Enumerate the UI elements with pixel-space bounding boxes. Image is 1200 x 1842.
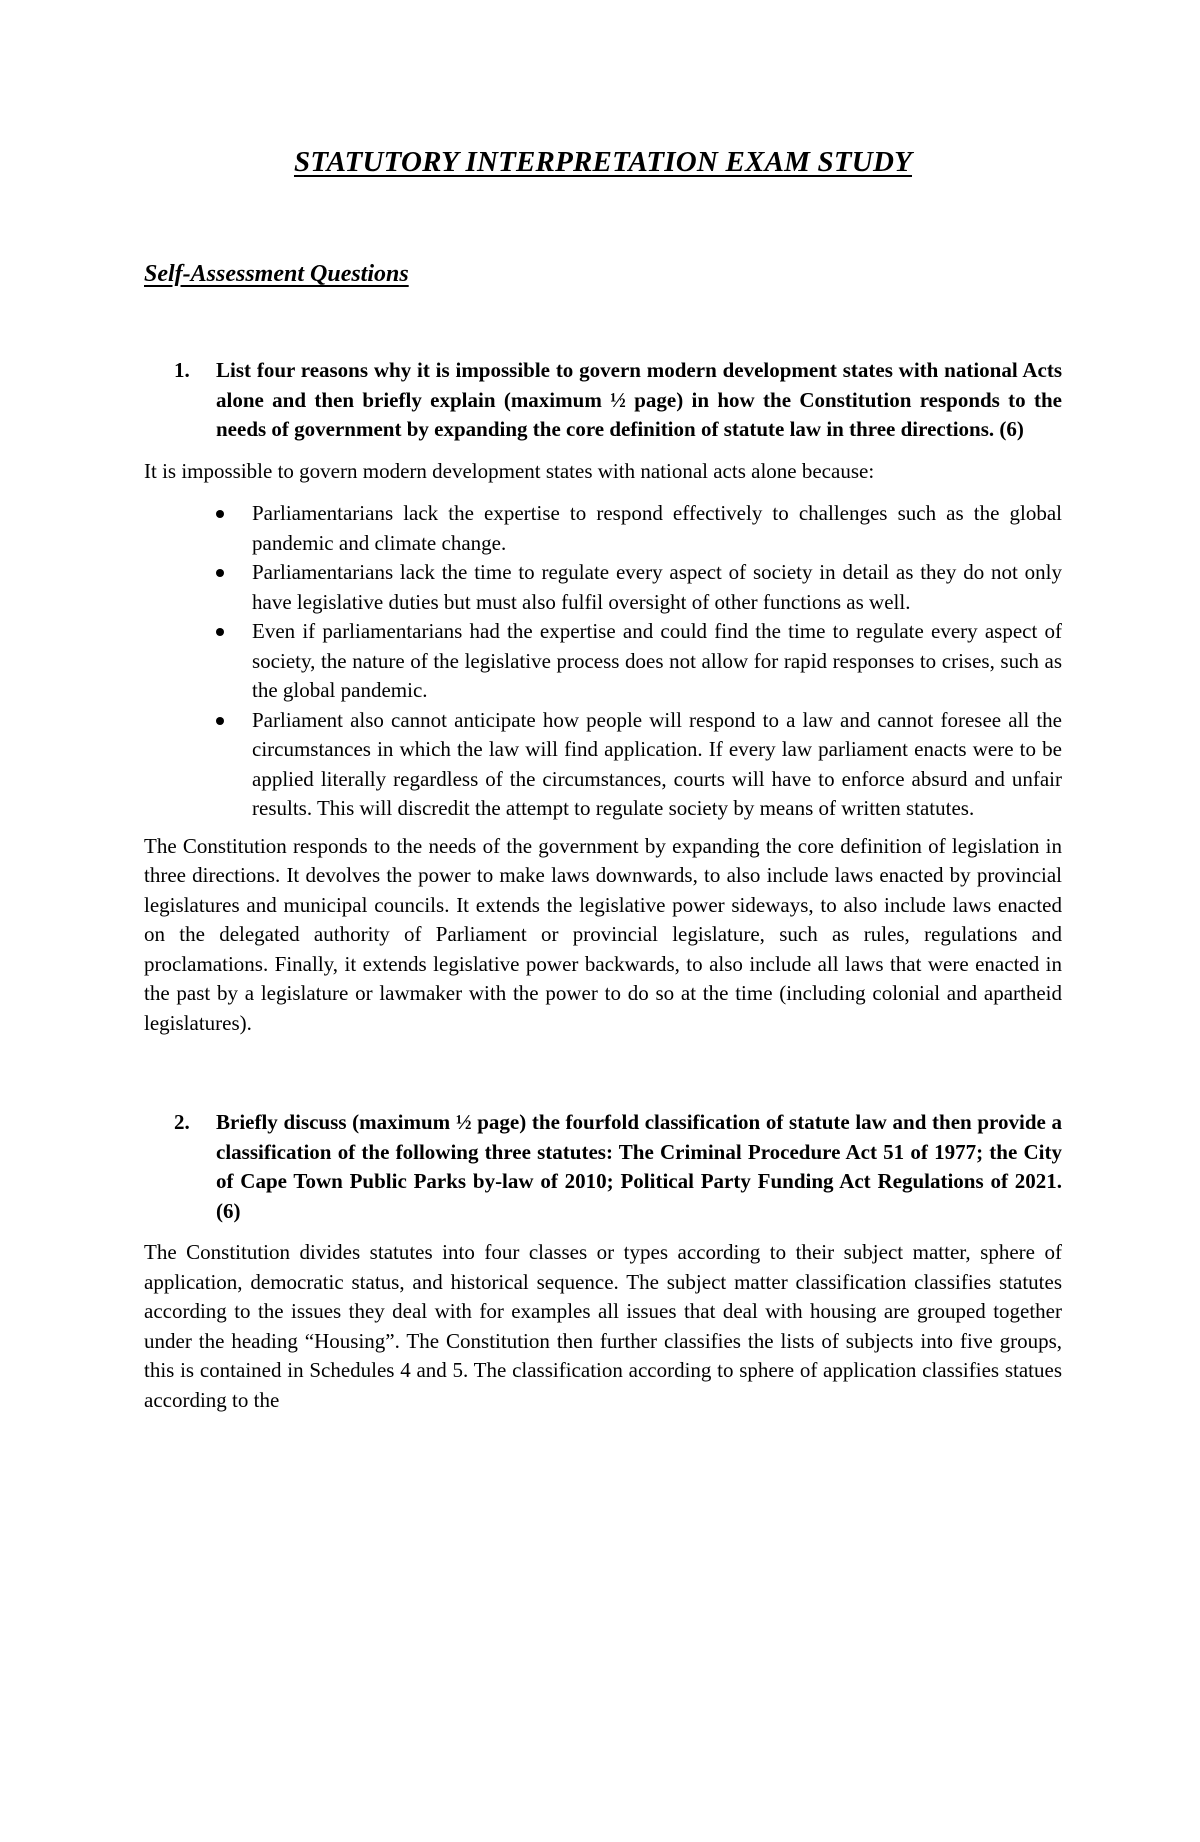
document-page: [0, 146, 1200, 1842]
section-heading: Self-Assessment Questions: [144, 261, 409, 287]
document-title: STATUTORY INTERPRETATION EXAM STUDY: [293, 146, 912, 178]
list-item: [216, 706, 1062, 824]
list-item: [216, 617, 1062, 706]
answer-1-intro: It is impossible to govern modern development states with national acts alone because:: [144, 458, 875, 483]
answer-2-paragraph: The Constitution divides statutes into four classes or types according to their subject matter, sphere of application, democratic status, and historical sequence. The subject matter classification classifies statutes according to the issues they deal with for examples all issues that deal with housing are grouped together under the heading “Housing”. The Constitution then further classifies the lists of subjects into five groups, this is contained in Schedules 4 and 5. The classification according to sphere of application classifies statues according to the: [144, 1240, 1062, 1412]
list-item-text: Parliament also cannot anticipate how people will respond to a law and cannot foresee all the circumstances in which the law will find application. If every law parliament enacts were to be applied literally regardless of the circumstances, courts will have to enforce absurd and unfair results. This will discredit the attempt to regulate society by means of written statutes.: [252, 707, 1062, 820]
list-item-text: Parliamentarians lack the time to regulate every aspect of society in detail as they do not only have legislative duties but must also fulfil oversight of other functions as well.: [252, 560, 1062, 614]
question-1-number: 1.: [174, 358, 190, 382]
reasons-list: [144, 499, 1062, 824]
question-2-text: Briefly discuss (maximum ½ page) the fourfold classification of statute law and then provide a classification of the following three statutes: The Criminal Procedure Act 51 of 1977; the City of Cape Town Public Parks by-law of 2010; Political Party Funding Act Regulations of 2021. (6): [216, 1110, 1062, 1223]
question-2-number: 2.: [174, 1110, 190, 1134]
bullet-icon: [216, 510, 224, 518]
list-item-text: Parliamentarians lack the expertise to respond effectively to challenges such as the global pandemic and climate change.: [252, 501, 1062, 555]
question-1: [144, 356, 1062, 445]
list-item: [216, 558, 1062, 617]
answer-1-paragraph: The Constitution responds to the needs of the government by expanding the core definition of legislation in three directions. It devolves the power to make laws downwards, to also include laws enacted by provincial legislatures and municipal councils. It extends the legislative power sideways, to also include laws enacted on the delegated authority of Parliament or provincial legislature, such as rules, regulations and proclamations. Finally, it extends legislative power backwards, to also include all laws that were enacted in the past by a legislature or lawmaker with the power to do so at the time (including colonial and apartheid legislatures).: [144, 833, 1062, 1035]
bullet-icon: [216, 717, 224, 725]
bullet-icon: [216, 628, 224, 636]
bullet-icon: [216, 569, 224, 577]
question-2: [144, 1108, 1062, 1226]
list-item-text: Even if parliamentarians had the expertise and could find the time to regulate every aspect of society, the nature of the legislative process does not allow for rapid responses to crises, such as the global pandemic.: [252, 619, 1062, 702]
list-item: [216, 499, 1062, 558]
question-1-text: List four reasons why it is impossible to govern modern development states with national Acts alone and then briefly explain (maximum ½ page) in how the Constitution responds to the needs of government by expanding the core definition of statute law in three directions. (6): [216, 358, 1062, 441]
